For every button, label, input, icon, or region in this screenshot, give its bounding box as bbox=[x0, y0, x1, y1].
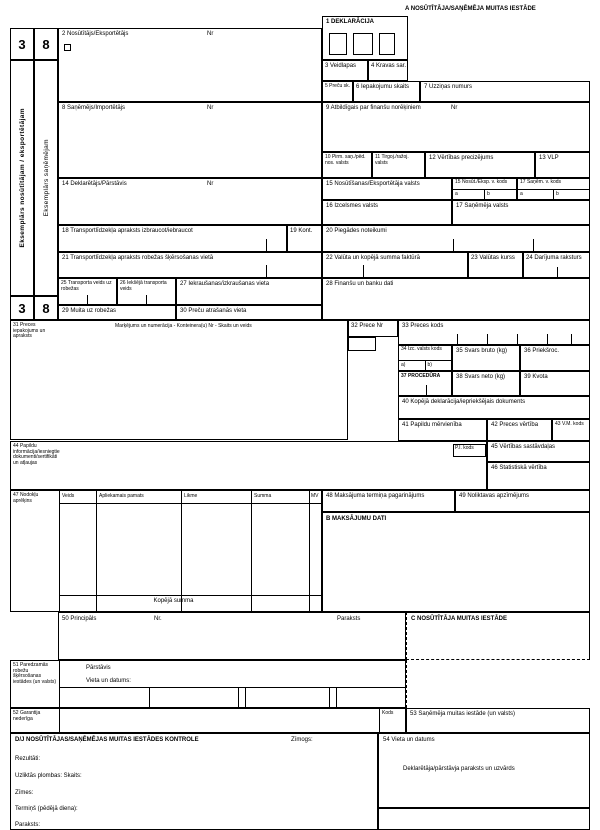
divider-line bbox=[245, 687, 246, 707]
box-49-warehouse-id bbox=[455, 490, 590, 512]
box-51-representative-label: Pārstāvis bbox=[86, 665, 111, 671]
box-39-label: 39 Kvota bbox=[524, 374, 548, 380]
box-47-total-label: Kopējā summa bbox=[153, 598, 194, 604]
box-52-code-label: Kods bbox=[382, 710, 394, 716]
section-c-label: C NOSŪTĪTĀJA MUITAS IESTĀDE bbox=[411, 616, 508, 622]
box-15a-dispatch-country-code bbox=[452, 178, 517, 200]
dj-signature-label: Paraksts: bbox=[15, 822, 41, 828]
box-19-container bbox=[287, 225, 322, 252]
box-47-label: 47 Nodokļu aprēķins bbox=[13, 492, 39, 504]
box-16-origin-country bbox=[322, 200, 452, 225]
box-18-transport-departure bbox=[58, 225, 287, 252]
divider-line bbox=[251, 491, 252, 611]
box-15-dispatch-country bbox=[322, 178, 452, 200]
box-54-signature-label: Deklarētāja/pārstāvja paraksts un uzvārds bbox=[403, 766, 515, 772]
divider-line bbox=[363, 265, 364, 277]
copy-number-left-2 bbox=[10, 296, 34, 320]
box-5-label: 5 Preču sk. bbox=[325, 83, 351, 89]
box-22-currency-invoice-total bbox=[322, 252, 468, 278]
box-23-exchange-rate bbox=[468, 252, 523, 278]
box-50-nr-label: Nr. bbox=[154, 616, 162, 622]
box-45-adjustment bbox=[487, 441, 590, 462]
box-43-valuation-method-code bbox=[552, 419, 590, 441]
bottom-right-signature-box bbox=[378, 808, 590, 830]
box-10-country-first-last bbox=[322, 152, 372, 178]
box-52-guarantee bbox=[10, 708, 406, 733]
box-26-inland-transport-mode bbox=[117, 278, 176, 305]
box-2-nr-label: Nr bbox=[207, 31, 214, 37]
box-17a-cell-b: b bbox=[553, 190, 589, 199]
divider-line bbox=[571, 334, 572, 344]
sidebar-copy-exporter bbox=[10, 60, 34, 296]
box-17a-label: 17 Saņēm. v. kods bbox=[520, 179, 562, 185]
box-31-label: 31 Preces iepakojums un apraksts bbox=[13, 322, 46, 340]
box-12-value-details bbox=[425, 152, 535, 178]
box-1-sub-cell bbox=[329, 33, 347, 55]
box-23-label: 23 Valūtas kurss bbox=[471, 255, 515, 261]
box-5-items bbox=[322, 81, 353, 102]
divider-line bbox=[453, 239, 454, 251]
box-29-label: 29 Muita uz robežas bbox=[62, 308, 117, 314]
box-48-deferred-payment bbox=[322, 490, 455, 512]
box-38-label: 38 Svars neto (kg) bbox=[456, 374, 506, 380]
box-7-label: 7 Uzziņas numurs bbox=[424, 84, 473, 90]
divider-line bbox=[96, 491, 97, 611]
divider-line bbox=[59, 491, 60, 611]
box-33-commodity-code bbox=[398, 320, 590, 345]
copy-number-left-value: 3 bbox=[18, 36, 26, 52]
box-51-place-date-label: Vieta un datums: bbox=[86, 678, 131, 684]
box-41-label: 41 Papildu mērvienība bbox=[402, 422, 462, 428]
box-35-label: 35 Svars bruto (kg) bbox=[456, 348, 508, 354]
box-35-gross-mass bbox=[452, 345, 520, 371]
box-47-tax-calculation bbox=[10, 490, 322, 612]
box-30-label: 30 Preču atrašanās vieta bbox=[180, 308, 247, 314]
box-2-checkbox[interactable] bbox=[64, 44, 71, 51]
box-44-ai-code-label: P.I. kods bbox=[455, 445, 474, 451]
box-4-loading-lists bbox=[368, 60, 408, 81]
divider-line bbox=[59, 687, 405, 688]
copy-number-left-2-value: 3 bbox=[18, 300, 26, 316]
divider-line bbox=[457, 334, 458, 344]
section-dj-label: D/J NOSŪTĪTĀJAS/SAŅĒMĒJAS MUITAS IESTĀDES KONTROLE bbox=[15, 737, 199, 743]
divider-line bbox=[517, 334, 518, 344]
box-24-label: 24 Darījuma raksturs bbox=[526, 255, 582, 261]
sidebar-copy-consignee-label: Eksemplārs saņēmējam bbox=[42, 139, 50, 217]
box-53-label: 53 Saņēmēja muitas iestāde (un valsts) bbox=[410, 711, 516, 717]
box-40-label: 40 Kopējā deklarācija/iepriekšējais dokuments bbox=[402, 399, 526, 405]
box-16-label: 16 Izcelsmes valsts bbox=[326, 203, 379, 209]
box-15-label: 15 Nosūtīšanas/Eksportētāja valsts bbox=[326, 181, 420, 187]
dj-seals-label: Uzliktās plombas: Skaits: bbox=[15, 773, 82, 779]
box-50-label: 50 Principāls bbox=[62, 616, 97, 622]
box-47-col-type: Veids bbox=[62, 493, 75, 499]
box-12-label: 12 Vērtības precizējums bbox=[429, 155, 494, 161]
box-54-label: 54 Vieta un datums bbox=[383, 737, 435, 743]
box-51-label: 51 Paredzamās robežu šķērsošanas iestādes (un valsts) bbox=[13, 662, 57, 685]
box-17-label: 17 Saņēmēja valsts bbox=[456, 203, 509, 209]
box-45-label: 45 Vērtības sastāvdaļas bbox=[491, 444, 556, 450]
box-47-col-amount: Summa bbox=[254, 493, 272, 499]
box-50-signature-label: Paraksts bbox=[337, 616, 361, 622]
box-7-reference-number bbox=[420, 81, 590, 102]
box-31-marks-label: Marķējums un numerācija - Konteinera(u) Nr - Skaits un veids bbox=[115, 323, 252, 329]
box-17a-destination-country-code bbox=[517, 178, 590, 200]
box-32-sub-cell bbox=[348, 337, 376, 351]
box-2-consignor bbox=[58, 28, 322, 102]
box-13-label: 13 VLP bbox=[539, 155, 559, 161]
box-34-origin-country-code bbox=[398, 345, 452, 371]
box-34-cell-a: a) bbox=[401, 362, 406, 368]
box-10-label: 10 Pirm. saņ./pēd. nos. valsts bbox=[325, 154, 366, 166]
box-25-label: 25 Transporta veids uz robežas bbox=[61, 280, 112, 292]
box-44-ai-code-cell bbox=[453, 444, 486, 457]
box-34-label: 34 Izc. valsts kods bbox=[401, 346, 442, 352]
box-21-label: 21 Transportlīdzekļa apraksts robežas šķērsošanas vietā bbox=[62, 255, 214, 261]
box-3-forms bbox=[322, 60, 368, 81]
box-1-sub-cell bbox=[353, 33, 373, 55]
box-51-transit-offices bbox=[10, 660, 406, 708]
box-31-packages-description bbox=[10, 320, 348, 440]
box-14-label: 14 Deklarētājs/Pārstāvis bbox=[62, 181, 127, 187]
dj-results-label: Rezultāti: bbox=[15, 756, 41, 762]
section-dj-customs-control bbox=[10, 733, 378, 830]
box-40-summary-declaration bbox=[398, 396, 590, 419]
box-48-label: 48 Maksājuma termiņa pagarinājums bbox=[326, 493, 425, 499]
box-39-quota bbox=[520, 371, 590, 396]
box-46-label: 46 Statistiskā vērtība bbox=[491, 465, 547, 471]
box-54-place-and-date bbox=[378, 733, 590, 808]
box-17a-cell-a: a bbox=[520, 191, 523, 197]
divider-line bbox=[266, 239, 267, 251]
divider-line bbox=[547, 334, 548, 344]
copy-number-right bbox=[34, 28, 58, 60]
box-14-nr-label: Nr bbox=[207, 181, 214, 187]
box-15a-cell-a: a bbox=[455, 191, 458, 197]
box-14-declarant bbox=[58, 178, 322, 225]
box-4-label: 4 Kravas sar. bbox=[371, 63, 407, 69]
box-25-transport-mode-border bbox=[58, 278, 117, 305]
box-37-procedure bbox=[398, 371, 452, 396]
divider-line bbox=[557, 267, 558, 277]
divider-line bbox=[59, 503, 321, 504]
box-22-label: 22 Valūta un kopējā summa faktūrā bbox=[326, 255, 420, 261]
box-44-label: 44 Papildu informācija/iesniegtie dokumenti/sertifikāti un atļaujas bbox=[13, 443, 60, 466]
box-8-nr-label: Nr bbox=[207, 105, 214, 111]
dj-marks-label: Zīmes: bbox=[15, 790, 34, 796]
dj-deadline-label: Termiņš (pēdējā diena): bbox=[15, 806, 78, 812]
box-36-label: 36 Priekšroc. bbox=[524, 348, 560, 354]
box-32-item-number bbox=[348, 320, 398, 337]
box-42-item-price bbox=[487, 419, 552, 441]
box-21-transport-border bbox=[58, 252, 322, 278]
box-37-label: 37 PROCEDŪRA bbox=[401, 373, 441, 379]
box-47-col-mp: MV bbox=[311, 493, 319, 499]
box-24-transaction-nature bbox=[523, 252, 590, 278]
divider-line bbox=[87, 295, 88, 304]
box-27-label: 27 Iekraušanas/izkraušanas vieta bbox=[180, 281, 270, 287]
divider-line bbox=[149, 687, 150, 707]
box-19-label: 19 Kont. bbox=[290, 228, 313, 234]
divider-line bbox=[336, 687, 337, 707]
box-29-customs-at-border bbox=[58, 305, 176, 320]
copy-number-right-2-value: 8 bbox=[42, 300, 50, 316]
divider-line bbox=[266, 265, 267, 277]
box-11-label: 11 Tirgoj./ražoj. valsts bbox=[375, 154, 409, 166]
divider-line bbox=[426, 385, 427, 395]
box-8-consignee bbox=[58, 102, 322, 178]
box-46-statistical-value bbox=[487, 462, 590, 490]
box-15a-ab-cells bbox=[453, 189, 516, 199]
box-6-label: 6 Iepakojumu skaits bbox=[356, 84, 410, 90]
box-49-label: 49 Noliktavas apzīmējums bbox=[459, 493, 530, 499]
divider-line bbox=[533, 239, 534, 251]
box-6-packages bbox=[353, 81, 420, 102]
divider-line bbox=[146, 295, 147, 304]
box-52-label: 52 Garantija nederīga bbox=[13, 710, 41, 722]
divider-line bbox=[181, 491, 182, 611]
box-15a-label: 15 Nosūt./Eksp. v. kods bbox=[455, 179, 508, 185]
divider-line bbox=[238, 687, 239, 707]
box-50-principal bbox=[58, 612, 406, 660]
box-1-sub-cell bbox=[379, 33, 395, 55]
divider-line bbox=[406, 660, 407, 708]
box-42-label: 42 Preces vērtība bbox=[491, 422, 539, 428]
divider-line bbox=[59, 661, 60, 707]
box-33-label: 33 Preces kods bbox=[402, 323, 444, 329]
box-43-label: 43 V.M. kods bbox=[555, 421, 584, 427]
box-47-col-base: Apliekamais pamats bbox=[99, 493, 144, 499]
box-17a-ab-cells bbox=[518, 189, 589, 199]
copy-number-left bbox=[10, 28, 34, 60]
dj-stamp-label: Zīmogs: bbox=[291, 737, 313, 743]
box-15a-cell-b: b bbox=[484, 190, 516, 199]
sidebar-copy-exporter-label: Eksemplārs nosūtītājam / eksportētājam bbox=[18, 108, 26, 248]
divider-line bbox=[487, 334, 488, 344]
divider-line bbox=[379, 709, 380, 732]
box-8-label: 8 Saņēmējs/Importētājs bbox=[62, 105, 126, 111]
box-38-net-mass bbox=[452, 371, 520, 396]
box-34-ab-cells bbox=[399, 360, 451, 370]
box-26-label: 26 Iekšējā transporta veids bbox=[120, 280, 167, 292]
box-41-supplementary-units bbox=[398, 419, 487, 441]
box-13-vlp bbox=[535, 152, 590, 178]
copy-number-right-2 bbox=[34, 296, 58, 320]
box-2-label: 2 Nosūtītājs/Eksportētājs bbox=[62, 31, 129, 37]
box-1-declaration bbox=[322, 16, 408, 60]
box-3-label: 3 Veidlapas bbox=[325, 63, 357, 69]
box-53-office-of-destination bbox=[406, 708, 590, 733]
box-11-trading-country bbox=[372, 152, 425, 178]
box-17-destination-country bbox=[452, 200, 590, 225]
section-a-label: A NOSŪTĪTĀJA/SAŅĒMĒJA MUITAS IESTĀDE bbox=[405, 6, 536, 12]
sidebar-copy-consignee bbox=[34, 60, 58, 296]
box-32-label: 32 Prece Nr bbox=[351, 323, 384, 329]
divider-line bbox=[329, 687, 330, 707]
box-34-cell-b: b) bbox=[425, 361, 452, 370]
box-9-financial-responsible bbox=[322, 102, 590, 152]
box-36-preference bbox=[520, 345, 590, 371]
box-9-label: 9 Atbildīgais par finanšu norēķiniem bbox=[326, 105, 421, 111]
divider-line bbox=[309, 491, 310, 611]
divider-line bbox=[59, 595, 321, 596]
section-b-label: B MAKSĀJUMU DATI bbox=[326, 516, 387, 522]
copy-number-right-value: 8 bbox=[42, 36, 50, 52]
box-18-label: 18 Transportlīdzekļa apraksts izbraucot/iebraucot bbox=[62, 228, 193, 234]
box-44-additional-information bbox=[10, 441, 487, 490]
divider-line bbox=[59, 709, 60, 732]
box-30-goods-location bbox=[176, 305, 322, 320]
box-28-financial-banking-data bbox=[322, 278, 590, 320]
box-1-label: 1 DEKLARĀCIJA bbox=[326, 19, 375, 25]
box-20-label: 20 Piegādes noteikumi bbox=[326, 228, 387, 234]
box-28-label: 28 Finanšu un banku dati bbox=[326, 281, 394, 287]
section-c-office-of-departure bbox=[406, 612, 590, 660]
box-47-col-rate: Likme bbox=[184, 493, 198, 499]
box-27-loading-place bbox=[176, 278, 322, 305]
box-9-nr-label: Nr bbox=[451, 105, 458, 111]
section-b-accounting-details bbox=[322, 512, 590, 612]
box-20-delivery-terms bbox=[322, 225, 590, 252]
